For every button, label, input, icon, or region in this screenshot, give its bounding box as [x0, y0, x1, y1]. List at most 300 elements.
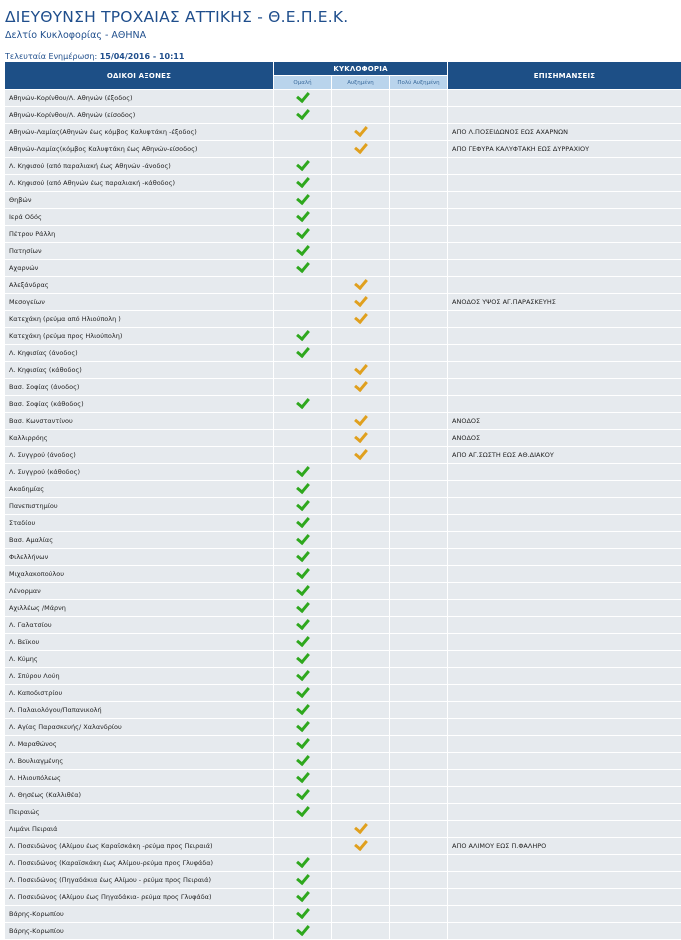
- status-cell-normal: [274, 923, 332, 940]
- status-cell-normal: [274, 107, 332, 124]
- checkmark-icon: [296, 684, 310, 698]
- status-cell-increased: [332, 821, 390, 838]
- status-cell-very-increased: [390, 175, 448, 192]
- checkmark-icon: [354, 276, 368, 290]
- status-cell-increased: [332, 906, 390, 923]
- table-row: [5, 668, 681, 685]
- table-row: [5, 872, 681, 889]
- status-cell-normal: [274, 600, 332, 617]
- status-cell-very-increased: [390, 158, 448, 175]
- status-cell-increased: [332, 107, 390, 124]
- status-cell-normal: [274, 770, 332, 787]
- road-name: Πανεπιστημίου: [5, 498, 274, 515]
- status-cell-normal: [274, 566, 332, 583]
- checkmark-icon: [296, 803, 310, 817]
- status-cell-normal: [274, 481, 332, 498]
- table-row: [5, 481, 681, 498]
- road-name: Αθηνών-Κορίνθου/Λ. Αθηνών (έξοδος): [5, 90, 274, 107]
- road-name: Κατεχάκη (ρεύμα προς Ηλιούπολη): [5, 328, 274, 345]
- road-name: Λ. Ποσειδώνος (Καραϊσκάκη έως Αλίμου-ρεύμα προς Γλυφάδα): [5, 855, 274, 872]
- status-cell-increased: [332, 90, 390, 107]
- status-cell-very-increased: [390, 753, 448, 770]
- table-row: [5, 90, 681, 107]
- status-cell-increased: [332, 736, 390, 753]
- status-cell-normal: [274, 430, 332, 447]
- road-name: Λ. Ποσειδώνος (Πηγαδάκια έως Αλίμου - ρεύμα προς Πειραιά): [5, 872, 274, 889]
- status-cell-increased: [332, 770, 390, 787]
- status-cell-increased: [332, 872, 390, 889]
- status-cell-increased: [332, 600, 390, 617]
- road-name: Λ. Συγγρού (κάθοδος): [5, 464, 274, 481]
- note-cell: [448, 260, 681, 277]
- note-cell: [448, 804, 681, 821]
- status-cell-increased: [332, 209, 390, 226]
- table-row: [5, 549, 681, 566]
- road-name: Ακαδημίας: [5, 481, 274, 498]
- table-row: [5, 634, 681, 651]
- table-row: [5, 430, 681, 447]
- checkmark-icon: [296, 786, 310, 800]
- note-cell: [448, 685, 681, 702]
- road-name: Αθηνών-Λαμίας(κόμβος Καλυφτάκη έως Αθηνών-είσοδος): [5, 141, 274, 158]
- note-cell: [448, 481, 681, 498]
- road-name: Λ. Βεϊκου: [5, 634, 274, 651]
- status-cell-normal: [274, 498, 332, 515]
- status-cell-very-increased: [390, 141, 448, 158]
- note-cell: [448, 277, 681, 294]
- note-cell: [448, 736, 681, 753]
- status-cell-increased: [332, 192, 390, 209]
- status-cell-very-increased: [390, 719, 448, 736]
- table-row: [5, 804, 681, 821]
- status-cell-very-increased: [390, 192, 448, 209]
- status-cell-normal: [274, 90, 332, 107]
- note-cell: [448, 855, 681, 872]
- status-cell-normal: [274, 668, 332, 685]
- note-cell: ΑΠΟ ΑΓ.ΣΩΣΤΗ ΕΩΣ ΑΘ.ΔΙΑΚΟΥ: [448, 447, 681, 464]
- status-cell-normal: [274, 175, 332, 192]
- status-cell-very-increased: [390, 362, 448, 379]
- status-cell-increased: [332, 923, 390, 940]
- status-cell-normal: [274, 277, 332, 294]
- note-cell: [448, 464, 681, 481]
- road-name: Θηβών: [5, 192, 274, 209]
- road-name: Λ. Σπύρου Λούη: [5, 668, 274, 685]
- status-cell-very-increased: [390, 770, 448, 787]
- status-cell-normal: [274, 804, 332, 821]
- table-row: [5, 753, 681, 770]
- checkmark-icon: [296, 667, 310, 681]
- note-cell: [448, 209, 681, 226]
- status-cell-increased: [332, 464, 390, 481]
- subheader-very-increased: Πολύ Αυξημένη: [390, 76, 448, 90]
- status-cell-increased: [332, 838, 390, 855]
- status-cell-normal: [274, 260, 332, 277]
- status-cell-normal: [274, 872, 332, 889]
- status-cell-very-increased: [390, 583, 448, 600]
- status-cell-very-increased: [390, 226, 448, 243]
- status-cell-very-increased: [390, 464, 448, 481]
- table-row: [5, 124, 681, 141]
- table-row: [5, 328, 681, 345]
- note-cell: [448, 158, 681, 175]
- checkmark-icon: [296, 395, 310, 409]
- checkmark-icon: [296, 701, 310, 715]
- note-cell: [448, 634, 681, 651]
- note-cell: [448, 566, 681, 583]
- checkmark-icon: [354, 310, 368, 324]
- table-row: [5, 838, 681, 855]
- note-cell: [448, 787, 681, 804]
- status-cell-normal: [274, 617, 332, 634]
- note-cell: [448, 600, 681, 617]
- status-cell-very-increased: [390, 481, 448, 498]
- status-cell-very-increased: [390, 617, 448, 634]
- note-cell: [448, 107, 681, 124]
- checkmark-icon: [354, 412, 368, 426]
- table-row: [5, 141, 681, 158]
- status-cell-increased: [332, 583, 390, 600]
- status-cell-very-increased: [390, 532, 448, 549]
- checkmark-icon: [296, 871, 310, 885]
- status-cell-very-increased: [390, 651, 448, 668]
- road-name: Βασ. Αμαλίας: [5, 532, 274, 549]
- checkmark-icon: [296, 463, 310, 477]
- status-cell-very-increased: [390, 430, 448, 447]
- status-cell-normal: [274, 821, 332, 838]
- status-cell-very-increased: [390, 855, 448, 872]
- status-cell-normal: [274, 447, 332, 464]
- table-row: [5, 617, 681, 634]
- checkmark-icon: [296, 174, 310, 188]
- status-cell-normal: [274, 311, 332, 328]
- status-cell-very-increased: [390, 413, 448, 430]
- status-cell-normal: [274, 141, 332, 158]
- status-cell-very-increased: [390, 685, 448, 702]
- subheader-increased: Αυξημένη: [332, 76, 390, 90]
- note-cell: ΑΝΟΔΟΣ ΥΨΟΣ ΑΓ.ΠΑΡΑΣΚΕΥΗΣ: [448, 294, 681, 311]
- road-name: Λ. Ηλιουπόλεως: [5, 770, 274, 787]
- note-cell: [448, 379, 681, 396]
- checkmark-icon: [354, 446, 368, 460]
- checkmark-icon: [354, 140, 368, 154]
- table-row: [5, 685, 681, 702]
- road-name: Λ. Καποδιστρίου: [5, 685, 274, 702]
- table-row: [5, 311, 681, 328]
- table-row: [5, 770, 681, 787]
- status-cell-normal: [274, 362, 332, 379]
- status-cell-normal: [274, 634, 332, 651]
- road-name: Αχαρνών: [5, 260, 274, 277]
- road-name: Σταδίου: [5, 515, 274, 532]
- checkmark-icon: [296, 531, 310, 545]
- status-cell-increased: [332, 328, 390, 345]
- status-cell-very-increased: [390, 209, 448, 226]
- road-name: Βάρης-Κορωπίου: [5, 923, 274, 940]
- status-cell-very-increased: [390, 396, 448, 413]
- table-row: [5, 192, 681, 209]
- checkmark-icon: [296, 89, 310, 103]
- status-cell-very-increased: [390, 566, 448, 583]
- table-row: [5, 294, 681, 311]
- road-name: Ιερά Οδός: [5, 209, 274, 226]
- status-cell-normal: [274, 328, 332, 345]
- note-cell: [448, 702, 681, 719]
- status-cell-increased: [332, 804, 390, 821]
- status-cell-increased: [332, 345, 390, 362]
- road-name: Μεσογείων: [5, 294, 274, 311]
- checkmark-icon: [296, 497, 310, 511]
- status-cell-very-increased: [390, 260, 448, 277]
- status-cell-normal: [274, 379, 332, 396]
- status-cell-increased: [332, 447, 390, 464]
- status-cell-very-increased: [390, 889, 448, 906]
- note-cell: [448, 345, 681, 362]
- road-name: Λ. Αγίας Παρασκευής/ Χαλανδρίου: [5, 719, 274, 736]
- table-row: [5, 345, 681, 362]
- status-cell-increased: [332, 260, 390, 277]
- status-cell-very-increased: [390, 107, 448, 124]
- status-cell-very-increased: [390, 498, 448, 515]
- checkmark-icon: [296, 327, 310, 341]
- status-cell-increased: [332, 141, 390, 158]
- status-cell-increased: [332, 481, 390, 498]
- note-cell: ΑΠΟ Λ.ΠΟΣΕΙΔΩΝΟΣ ΕΩΣ ΑΧΑΡΝΩΝ: [448, 124, 681, 141]
- status-cell-normal: [274, 294, 332, 311]
- road-name: Λιμάνι Πειραιά: [5, 821, 274, 838]
- note-cell: [448, 243, 681, 260]
- note-cell: [448, 226, 681, 243]
- status-cell-very-increased: [390, 124, 448, 141]
- status-cell-normal: [274, 889, 332, 906]
- status-cell-normal: [274, 345, 332, 362]
- status-cell-increased: [332, 498, 390, 515]
- note-cell: [448, 90, 681, 107]
- checkmark-icon: [354, 123, 368, 137]
- table-row: [5, 923, 681, 940]
- status-cell-increased: [332, 719, 390, 736]
- table-row: [5, 651, 681, 668]
- table-row: [5, 158, 681, 175]
- checkmark-icon: [296, 922, 310, 936]
- note-cell: [448, 532, 681, 549]
- status-cell-normal: [274, 685, 332, 702]
- table-row: [5, 583, 681, 600]
- status-cell-normal: [274, 838, 332, 855]
- status-cell-very-increased: [390, 634, 448, 651]
- note-cell: [448, 498, 681, 515]
- table-row: [5, 515, 681, 532]
- status-cell-increased: [332, 787, 390, 804]
- checkmark-icon: [296, 514, 310, 528]
- note-cell: [448, 549, 681, 566]
- road-name: Μιχαλακοπούλου: [5, 566, 274, 583]
- checkmark-icon: [296, 225, 310, 239]
- road-name: Αλεξάνδρας: [5, 277, 274, 294]
- road-name: Λ. Παλαιολόγου/Παπανικολή: [5, 702, 274, 719]
- note-cell: [448, 821, 681, 838]
- status-cell-increased: [332, 566, 390, 583]
- status-cell-increased: [332, 515, 390, 532]
- checkmark-icon: [296, 718, 310, 732]
- table-row: [5, 362, 681, 379]
- road-name: Λ. Βουλιαγμένης: [5, 753, 274, 770]
- checkmark-icon: [296, 905, 310, 919]
- table-row: [5, 600, 681, 617]
- subheader-normal: Ομαλή: [274, 76, 332, 90]
- status-cell-increased: [332, 311, 390, 328]
- checkmark-icon: [296, 480, 310, 494]
- status-cell-very-increased: [390, 243, 448, 260]
- note-cell: ΑΠΟ ΓΕΦΥΡΑ ΚΑΛΥΦΤΑΚΗ ΕΩΣ ΔΥΡΡΑΧΙΟΥ: [448, 141, 681, 158]
- note-cell: [448, 311, 681, 328]
- note-cell: [448, 923, 681, 940]
- road-name: Λ. Συγγρού (άνοδος): [5, 447, 274, 464]
- checkmark-icon: [296, 650, 310, 664]
- status-cell-normal: [274, 226, 332, 243]
- status-cell-increased: [332, 702, 390, 719]
- checkmark-icon: [354, 293, 368, 307]
- status-cell-increased: [332, 226, 390, 243]
- road-name: Λ. Γαλατσίου: [5, 617, 274, 634]
- note-cell: [448, 753, 681, 770]
- road-name: Λ. Κηφισού (από παραλιακή έως Αθηνών -άνοδος): [5, 158, 274, 175]
- note-cell: [448, 719, 681, 736]
- checkmark-icon: [296, 599, 310, 613]
- table-row: [5, 413, 681, 430]
- status-cell-increased: [332, 124, 390, 141]
- checkmark-icon: [296, 548, 310, 562]
- road-name: Λ. Κύμης: [5, 651, 274, 668]
- table-row: [5, 906, 681, 923]
- road-name: Λ. Κηφισού (από Αθηνών έως παραλιακή -κάθοδος): [5, 175, 274, 192]
- table-row: [5, 277, 681, 294]
- note-cell: [448, 651, 681, 668]
- table-row: [5, 260, 681, 277]
- note-cell: [448, 192, 681, 209]
- road-name: Λ. Ποσειδώνος (Αλίμου έως Καραϊσκάκη -ρεύμα προς Πειραιά): [5, 838, 274, 855]
- road-name: Βάρης-Κορωπίου: [5, 906, 274, 923]
- note-cell: [448, 906, 681, 923]
- table-row: [5, 226, 681, 243]
- checkmark-icon: [296, 106, 310, 120]
- status-cell-increased: [332, 379, 390, 396]
- checkmark-icon: [296, 259, 310, 273]
- table-row: [5, 243, 681, 260]
- note-cell: ΑΠΟ ΑΛΙΜΟΥ ΕΩΣ Π.ΦΑΛΗΡΟ: [448, 838, 681, 855]
- status-cell-very-increased: [390, 277, 448, 294]
- checkmark-icon: [296, 616, 310, 630]
- road-name: Λ. Κηφισίας (άνοδος): [5, 345, 274, 362]
- note-cell: [448, 889, 681, 906]
- status-cell-increased: [332, 617, 390, 634]
- status-cell-very-increased: [390, 736, 448, 753]
- checkmark-icon: [354, 378, 368, 392]
- checkmark-icon: [296, 565, 310, 579]
- status-cell-very-increased: [390, 702, 448, 719]
- status-cell-normal: [274, 192, 332, 209]
- checkmark-icon: [296, 633, 310, 647]
- status-cell-very-increased: [390, 838, 448, 855]
- table-row: [5, 532, 681, 549]
- table-row: [5, 855, 681, 872]
- checkmark-icon: [354, 361, 368, 375]
- status-cell-increased: [332, 889, 390, 906]
- last-update-value: 15/04/2016 - 10:11: [100, 52, 185, 61]
- status-cell-very-increased: [390, 345, 448, 362]
- table-row: [5, 447, 681, 464]
- checkmark-icon: [354, 837, 368, 851]
- status-cell-normal: [274, 787, 332, 804]
- header-notes: ΕΠΙΣΗΜΑΝΣΕΙΣ: [448, 62, 681, 90]
- note-cell: [448, 583, 681, 600]
- status-cell-very-increased: [390, 821, 448, 838]
- checkmark-icon: [296, 752, 310, 766]
- status-cell-normal: [274, 464, 332, 481]
- note-cell: [448, 396, 681, 413]
- status-cell-increased: [332, 753, 390, 770]
- status-cell-very-increased: [390, 515, 448, 532]
- status-cell-very-increased: [390, 328, 448, 345]
- checkmark-icon: [354, 820, 368, 834]
- note-cell: [448, 328, 681, 345]
- road-name: Καλλιρρόης: [5, 430, 274, 447]
- table-row: [5, 787, 681, 804]
- table-row: [5, 175, 681, 192]
- status-cell-very-increased: [390, 804, 448, 821]
- road-name: Αθηνών-Κορίνθου/Λ. Αθηνών (είσοδος): [5, 107, 274, 124]
- status-cell-very-increased: [390, 90, 448, 107]
- status-cell-very-increased: [390, 787, 448, 804]
- note-cell: [448, 668, 681, 685]
- status-cell-normal: [274, 702, 332, 719]
- status-cell-increased: [332, 549, 390, 566]
- status-cell-increased: [332, 362, 390, 379]
- status-cell-normal: [274, 158, 332, 175]
- status-cell-increased: [332, 243, 390, 260]
- status-cell-increased: [332, 634, 390, 651]
- status-cell-increased: [332, 855, 390, 872]
- status-cell-increased: [332, 158, 390, 175]
- status-cell-increased: [332, 175, 390, 192]
- road-name: Λ. Θησέως (Καλλιθέα): [5, 787, 274, 804]
- table-row: [5, 498, 681, 515]
- road-name: Κατεχάκη (ρεύμα από Ηλιούπολη ): [5, 311, 274, 328]
- road-name: Λ. Ποσειδώνος (Αλίμου έως Πηγαδάκια- ρεύμα προς Γλυφάδα): [5, 889, 274, 906]
- status-cell-very-increased: [390, 600, 448, 617]
- status-cell-increased: [332, 277, 390, 294]
- status-cell-normal: [274, 549, 332, 566]
- status-cell-very-increased: [390, 379, 448, 396]
- status-cell-normal: [274, 753, 332, 770]
- note-cell: [448, 770, 681, 787]
- road-name: Βασ. Σοφίας (κάθοδος): [5, 396, 274, 413]
- checkmark-icon: [296, 888, 310, 902]
- road-name: Αθηνών-Λαμίας(Αθηνών έως κόμβος Καλυφτάκη -έξοδος): [5, 124, 274, 141]
- checkmark-icon: [296, 854, 310, 868]
- table-row: [5, 379, 681, 396]
- status-cell-very-increased: [390, 906, 448, 923]
- note-cell: [448, 175, 681, 192]
- status-cell-normal: [274, 736, 332, 753]
- table-row: [5, 889, 681, 906]
- checkmark-icon: [296, 157, 310, 171]
- status-cell-normal: [274, 243, 332, 260]
- status-cell-increased: [332, 430, 390, 447]
- note-cell: ΑΝΟΔΟΣ: [448, 413, 681, 430]
- table-row: [5, 107, 681, 124]
- checkmark-icon: [354, 429, 368, 443]
